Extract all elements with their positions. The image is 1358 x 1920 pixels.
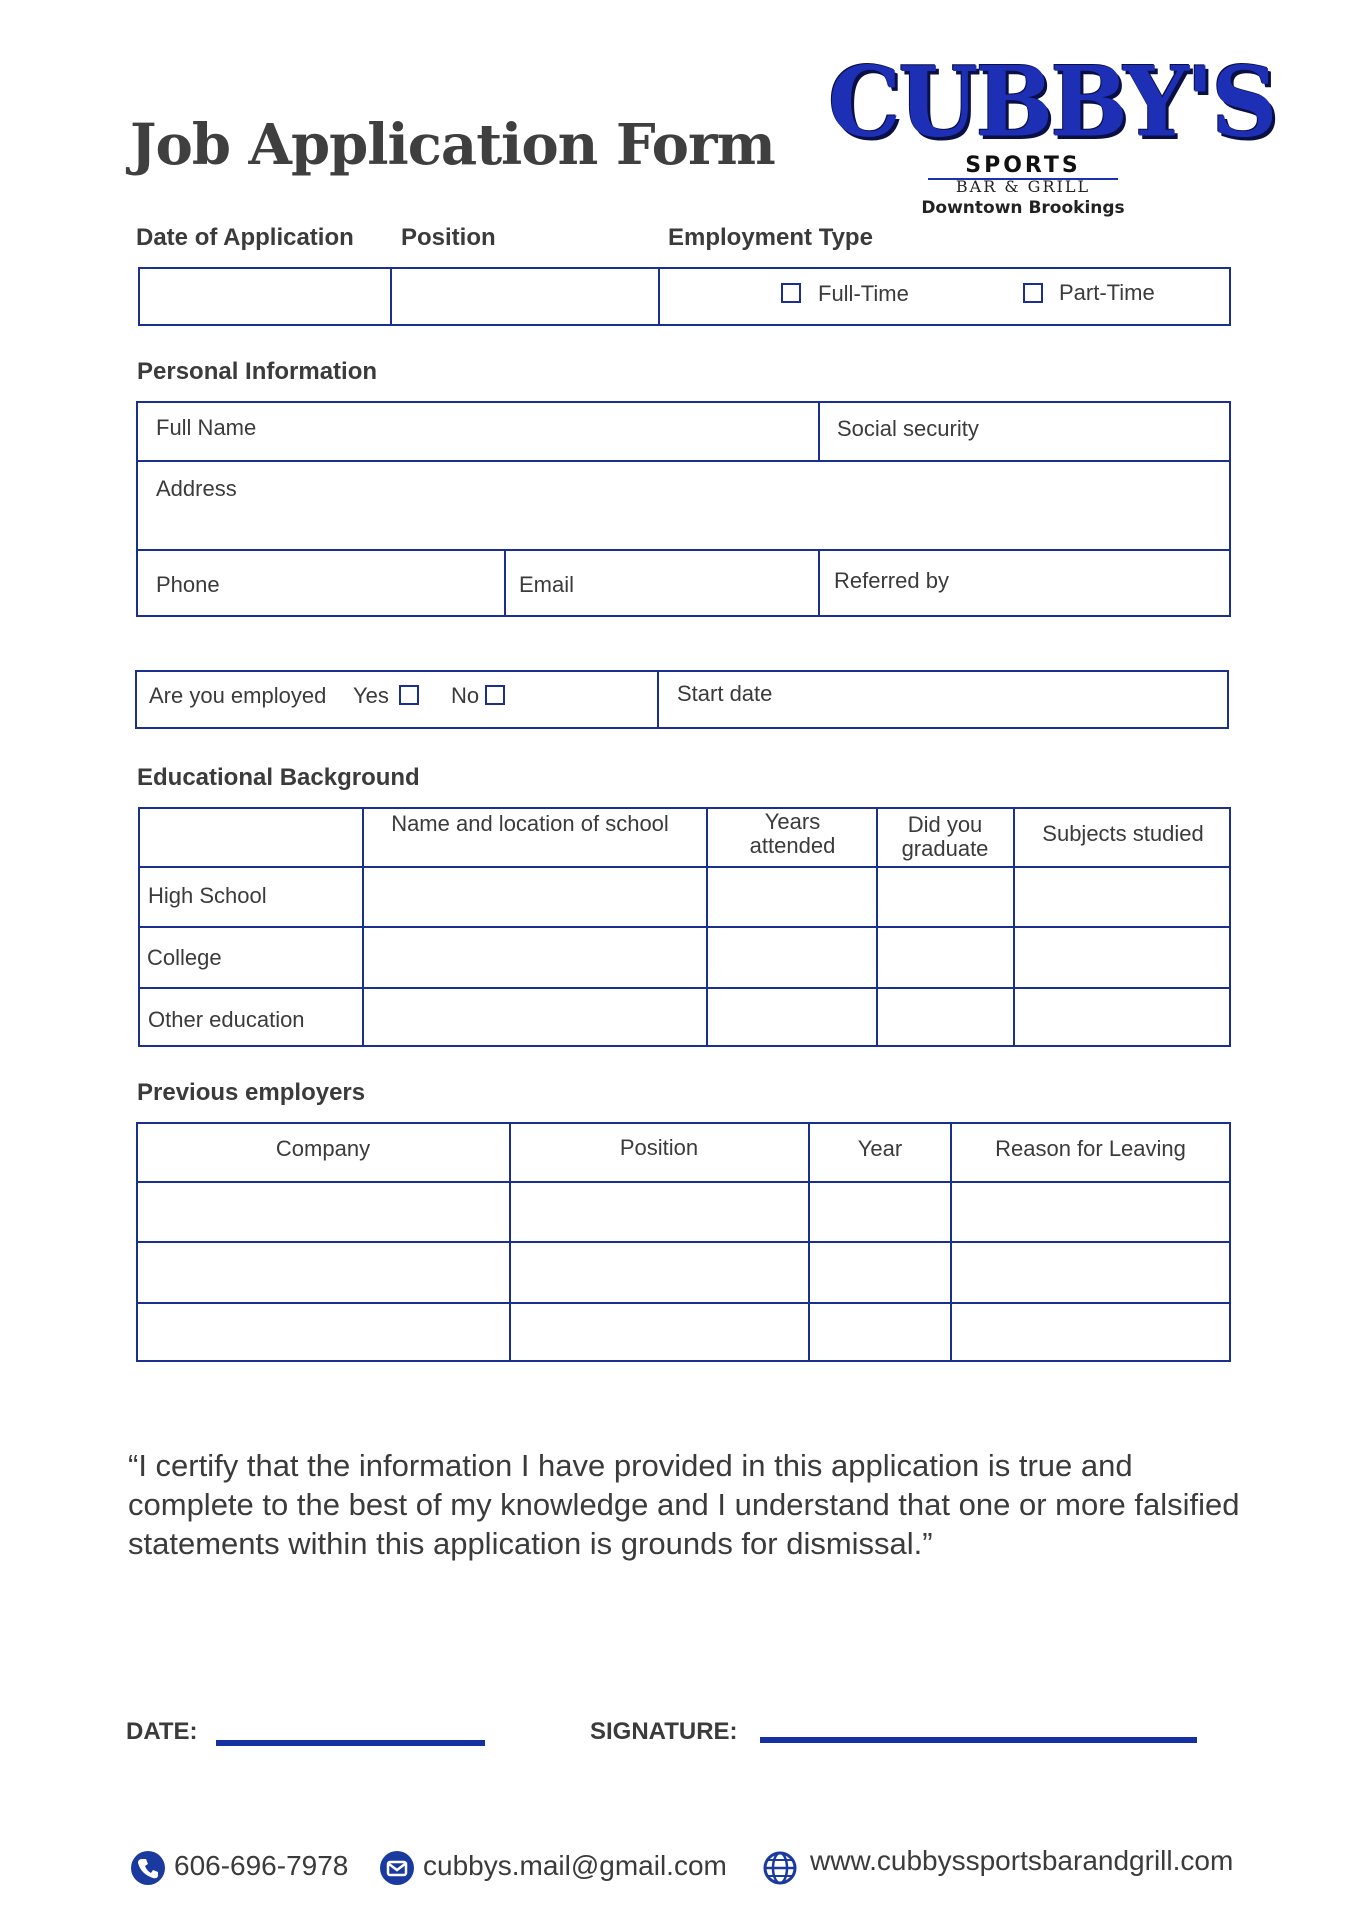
start-date-field[interactable]: Start date bbox=[677, 681, 773, 706]
phone-field[interactable]: Phone bbox=[156, 572, 220, 597]
divider bbox=[136, 1241, 1231, 1243]
previous-employers-heading: Previous employers bbox=[137, 1079, 366, 1106]
educational-background-heading: Educational Background bbox=[137, 764, 420, 791]
employers-col-year: Year bbox=[857, 1136, 903, 1161]
position-label: Position bbox=[401, 224, 496, 251]
signature-label: SIGNATURE: bbox=[590, 1718, 738, 1745]
phone-icon bbox=[131, 1851, 165, 1885]
logo-location: Downtown Brookings bbox=[921, 198, 1125, 218]
company-logo bbox=[828, 45, 1275, 222]
divider bbox=[136, 549, 1231, 551]
divider bbox=[706, 807, 708, 1047]
divider bbox=[818, 401, 820, 461]
divider bbox=[138, 866, 1231, 868]
divider bbox=[818, 549, 820, 617]
mail-icon bbox=[380, 1851, 414, 1885]
email-field[interactable]: Email bbox=[519, 572, 575, 597]
employed-no-checkbox[interactable] bbox=[485, 685, 505, 705]
education-row-college: College bbox=[147, 945, 222, 970]
referred-by-field[interactable]: Referred by bbox=[834, 568, 949, 593]
social-security-field[interactable]: Social security bbox=[837, 416, 979, 441]
full-name-field[interactable]: Full Name bbox=[156, 415, 257, 440]
full-time-label: Full-Time bbox=[818, 281, 909, 306]
divider bbox=[138, 926, 1231, 928]
personal-information-box bbox=[136, 401, 1231, 617]
divider bbox=[876, 807, 878, 1047]
are-you-employed-label: Are you employed bbox=[149, 683, 327, 708]
employed-yes-checkbox[interactable] bbox=[399, 685, 419, 705]
date-of-application-field[interactable] bbox=[140, 269, 390, 324]
page-title: Job Application Form bbox=[130, 112, 775, 178]
logo-name: CUBBY'S bbox=[828, 45, 1275, 159]
employment-type-label: Employment Type bbox=[668, 224, 873, 251]
footer-phone: 606-696-7978 bbox=[174, 1850, 349, 1881]
divider bbox=[657, 670, 659, 729]
divider bbox=[136, 1302, 1231, 1304]
date-of-application-label: Date of Application bbox=[136, 224, 354, 251]
employers-col-position: Position bbox=[619, 1135, 699, 1160]
position-field[interactable] bbox=[392, 269, 658, 324]
employed-yes-label: Yes bbox=[353, 683, 389, 708]
footer-website[interactable]: www.cubbyssportsbarandgrill.com bbox=[810, 1845, 1234, 1876]
employers-col-company: Company bbox=[275, 1136, 371, 1161]
part-time-label: Part-Time bbox=[1059, 280, 1155, 305]
signature-line[interactable] bbox=[760, 1737, 1197, 1743]
divider bbox=[136, 1181, 1231, 1183]
education-col-subjects: Subjects studied bbox=[1042, 821, 1204, 846]
personal-information-heading: Personal Information bbox=[137, 358, 378, 385]
divider bbox=[1013, 807, 1015, 1047]
employers-col-reason: Reason for Leaving bbox=[995, 1136, 1186, 1161]
education-row-high-school: High School bbox=[148, 883, 267, 908]
education-col-years: Years attended bbox=[749, 809, 836, 858]
footer-email[interactable]: cubbys.mail@gmail.com bbox=[423, 1850, 727, 1881]
logo-sports: SPORTS bbox=[928, 154, 1118, 180]
globe-icon bbox=[762, 1850, 798, 1886]
date-signature-line[interactable] bbox=[216, 1740, 485, 1746]
logo-bar-grill: BAR & GRILL bbox=[955, 177, 1091, 196]
certification-statement: “I certify that the information I have provided in this application is true and complete to the best of my knowledge and I understand that one or more falsified statements within this application is grounds for dismissal.” bbox=[128, 1448, 1240, 1561]
address-field[interactable]: Address bbox=[156, 476, 237, 501]
divider bbox=[504, 549, 506, 617]
divider bbox=[658, 267, 660, 326]
full-time-checkbox[interactable] bbox=[781, 283, 801, 303]
education-row-other: Other education bbox=[148, 1007, 305, 1032]
divider bbox=[362, 807, 364, 1047]
part-time-checkbox[interactable] bbox=[1023, 283, 1043, 303]
divider bbox=[138, 987, 1231, 989]
employed-no-label: No bbox=[451, 683, 480, 708]
date-label: DATE: bbox=[126, 1718, 198, 1745]
divider bbox=[136, 460, 1231, 462]
education-col-school: Name and location of school bbox=[391, 811, 669, 836]
education-col-graduate: Did you graduate bbox=[901, 812, 989, 861]
